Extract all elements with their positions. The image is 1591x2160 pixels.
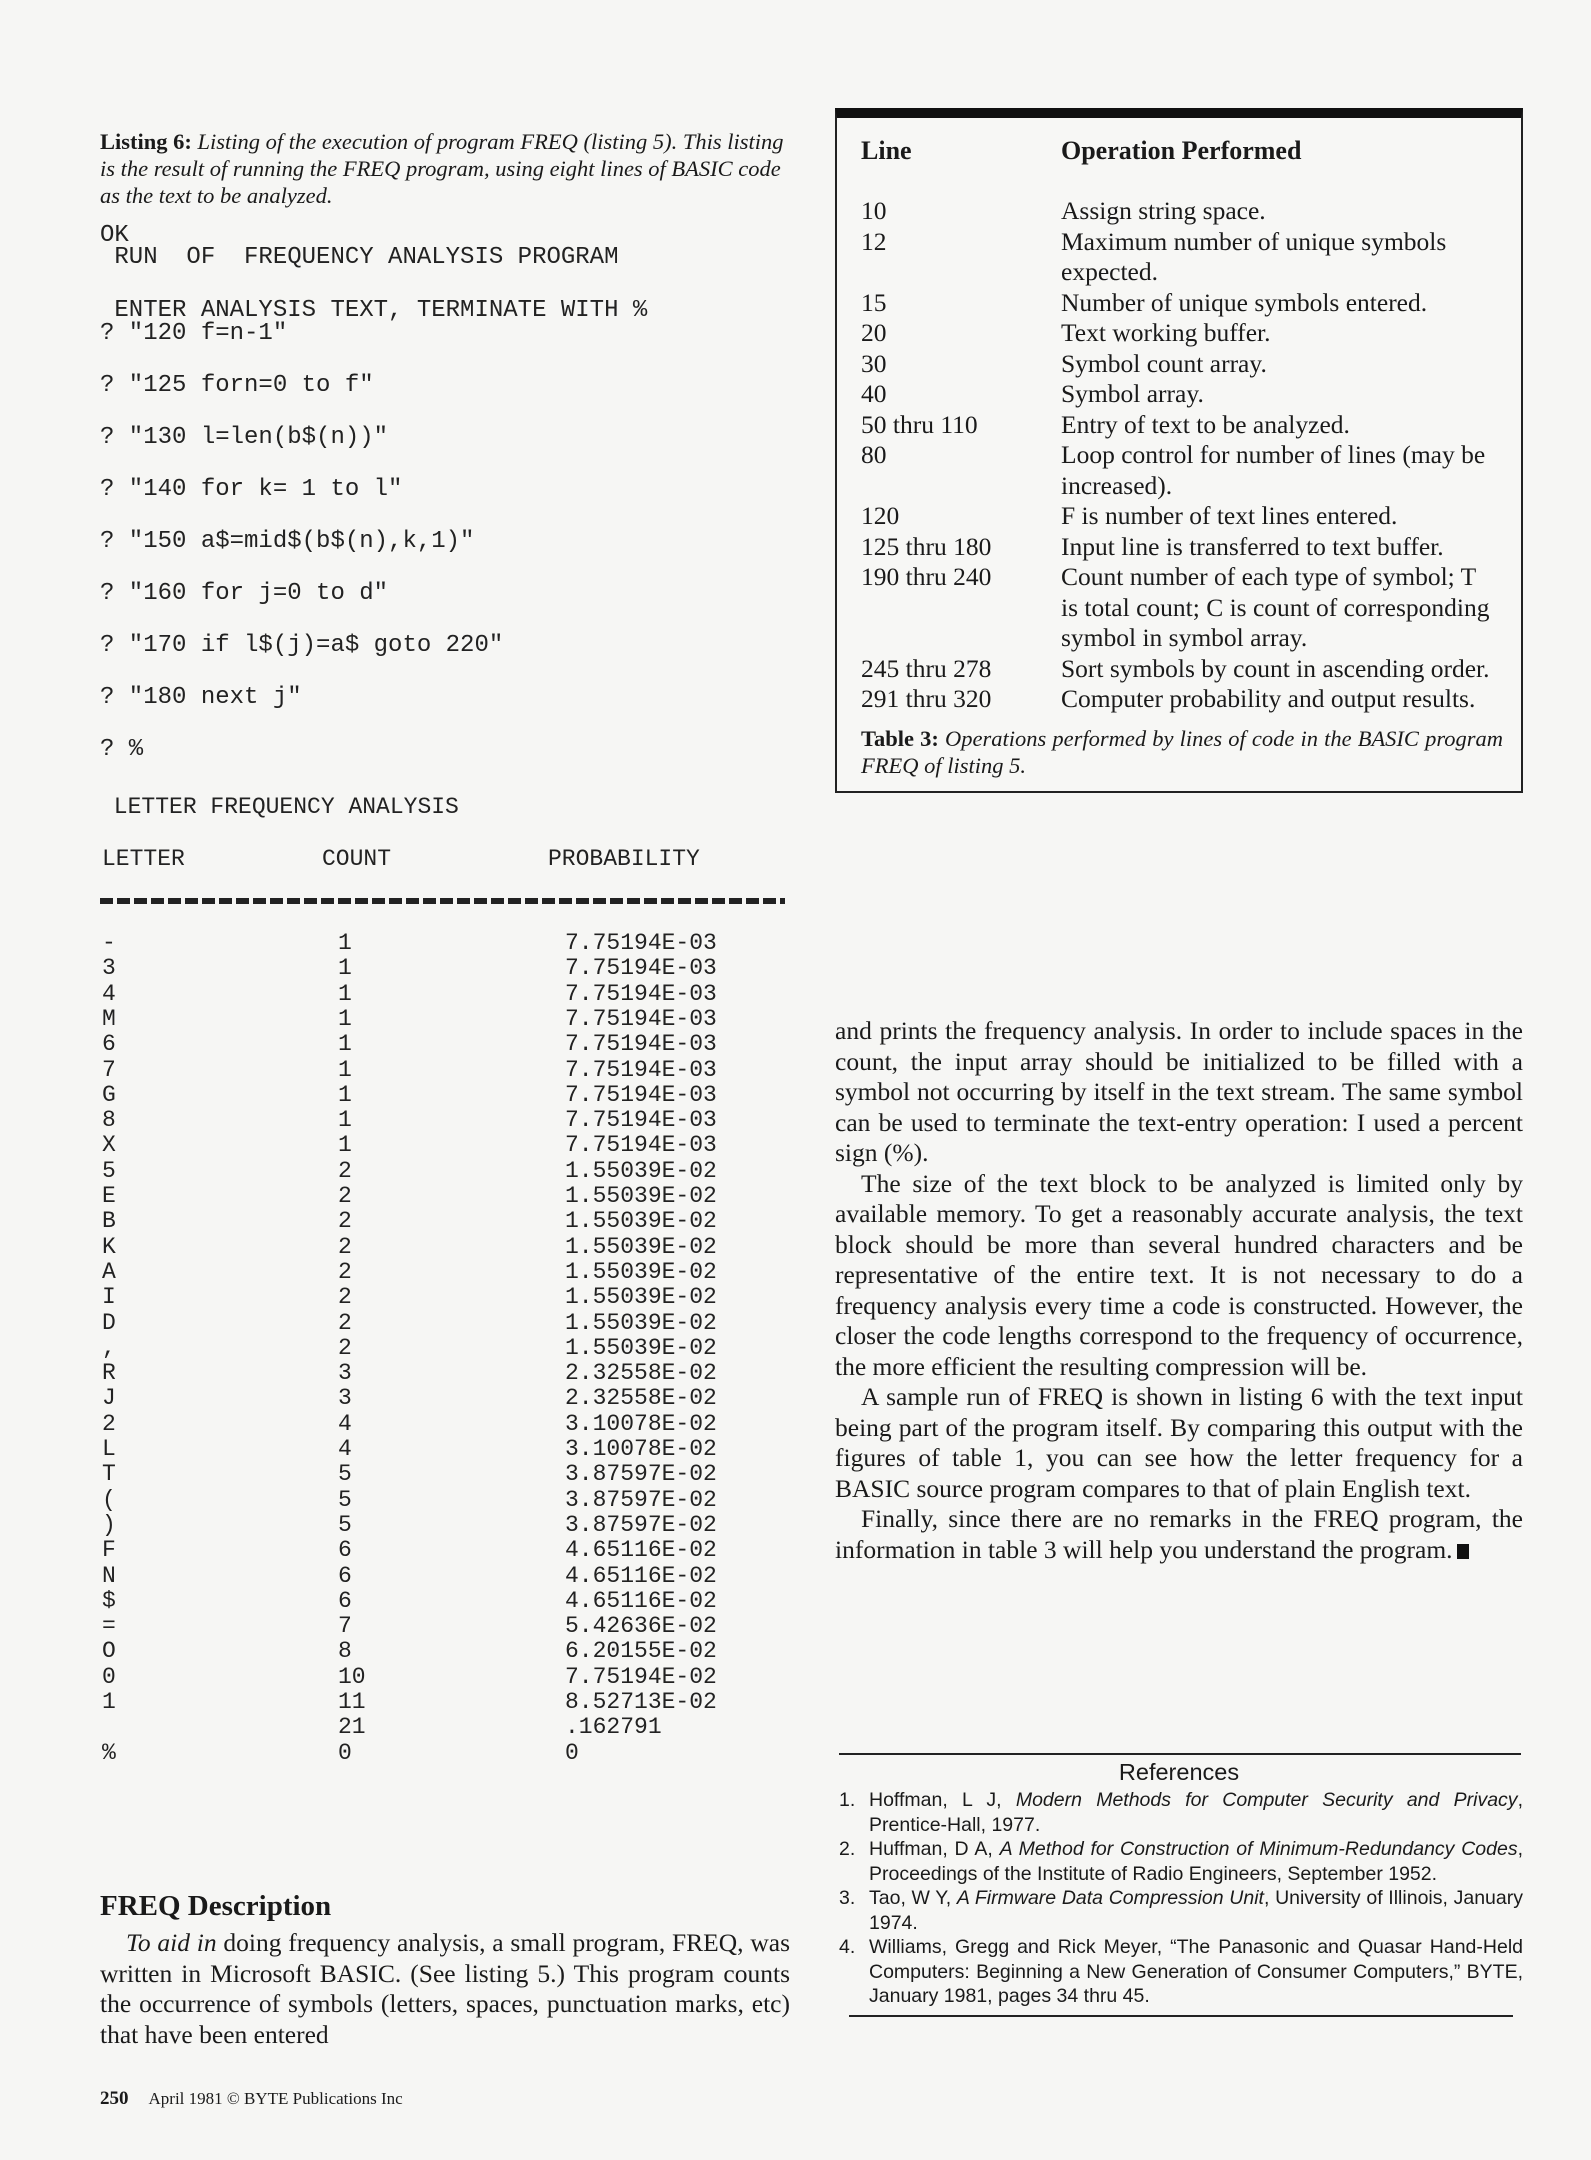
cell-probability: 1.55039E-02	[565, 1258, 717, 1285]
freq-description-italic: To aid in	[126, 1928, 217, 1957]
table-3-line-cell: 30	[861, 348, 887, 378]
table-3-header-line: Line	[861, 136, 912, 165]
cell-letter: 6	[102, 1031, 116, 1058]
table-3-line-cell: 15	[861, 287, 887, 317]
cell-probability: 1.55039E-02	[565, 1334, 717, 1361]
references-bottom-rule	[849, 2015, 1513, 2017]
table-row	[100, 1006, 790, 1032]
cell-letter: F	[102, 1537, 116, 1564]
table-3-line-cell: 10	[861, 196, 887, 225]
cell-count: 2	[338, 1309, 352, 1336]
reference-text	[869, 1935, 1523, 2009]
cell-probability: 5.42636E-02	[565, 1613, 717, 1640]
terminal-line: ? %	[100, 736, 144, 763]
table-row	[100, 1183, 790, 1209]
cell-count: 2	[338, 1258, 352, 1285]
cell-letter: A	[102, 1258, 116, 1285]
table-3-operation-cell: Loop control for number of lines (may be increased).	[1061, 440, 1486, 500]
table-3-operation-cell: Sort symbols by count in ascending order.	[1061, 653, 1490, 683]
cell-letter: R	[102, 1360, 116, 1387]
header-count: COUNT	[322, 846, 392, 872]
terminal-line: ? "170 if l$(j)=a$ goto 220"	[100, 632, 504, 659]
table-row	[100, 1310, 790, 1336]
table-3-row	[837, 562, 1521, 654]
table-row	[100, 1082, 790, 1108]
table-row	[100, 1385, 790, 1411]
analysis-header-row	[100, 846, 790, 872]
left-column	[100, 128, 790, 2049]
cell-letter: E	[102, 1183, 116, 1209]
reference-details: “The Panasonic and Quasar Hand-Held Computers: Beginning a New Generation of Consumer Computers,” BYTE, January 1981, pages 34 thru 45.	[869, 1936, 1524, 2007]
table-row	[100, 1588, 790, 1614]
cell-letter: $	[102, 1587, 116, 1614]
cell-probability: 4.65116E-02	[565, 1537, 717, 1564]
cell-count: 5	[338, 1511, 352, 1538]
cell-count: 4	[338, 1436, 352, 1462]
reference-item	[835, 1837, 1523, 1886]
reference-author: Williams, Gregg and Rick Meyer,	[869, 1936, 1171, 1958]
reference-item	[835, 1886, 1523, 1935]
references-list	[835, 1788, 1523, 2009]
cell-letter: 2	[102, 1410, 116, 1437]
cell-count: 5	[338, 1461, 352, 1488]
footer-publication: April 1981 © BYTE Publications Inc	[148, 2089, 403, 2108]
table-row	[100, 1057, 790, 1083]
table-row	[100, 1664, 790, 1690]
cell-count: 2	[338, 1334, 352, 1361]
reference-author: Tao, W Y,	[869, 1887, 957, 1909]
cell-count: 2	[338, 1183, 352, 1209]
cell-count: 2	[338, 1208, 352, 1235]
cell-probability: 1.55039E-02	[565, 1183, 717, 1209]
cell-probability: 1.55039E-02	[565, 1284, 717, 1311]
freq-description-paragraph	[100, 1928, 790, 2050]
cell-count: 10	[338, 1663, 366, 1690]
terminal-line: ? "130 l=len(b$(n))"	[100, 424, 389, 451]
cell-probability: .162791	[565, 1714, 662, 1741]
table-3-operation-cell: Maximum number of unique symbols expected.	[1061, 226, 1447, 286]
cell-letter: 0	[102, 1663, 116, 1690]
table-3-operation-cell: Input line is transferred to text buffer.	[1061, 531, 1444, 561]
analysis-title: LETTER FREQUENCY ANALYSIS	[100, 794, 459, 820]
table-row	[100, 1208, 790, 1234]
reference-author: Huffman, D A,	[869, 1838, 1000, 1860]
paragraph: A sample run of FREQ is shown in listing 6 with the text input being part of the program itself. By comparing this output with the figures of table 1, you can see how the letter frequency for a BASIC source program compares to that of plain English text.	[835, 1382, 1523, 1503]
terminal-line: OK	[100, 222, 129, 249]
table-3-line-cell: 40	[861, 379, 887, 408]
table-row	[100, 1436, 790, 1462]
table-row	[100, 1613, 790, 1639]
table-row	[100, 1031, 790, 1057]
terminal-line: ? "150 a$=mid$(b$(n),k,1)"	[100, 528, 475, 555]
terminal-line: ? "125 forn=0 to f"	[100, 372, 374, 399]
references-box	[835, 1753, 1523, 2017]
table-3-row	[837, 227, 1521, 288]
terminal-line: ? "160 for j=0 to d"	[100, 580, 389, 607]
listing-caption-label: Listing 6:	[100, 129, 192, 154]
table-3-row	[837, 654, 1521, 685]
body-text-right	[835, 1016, 1523, 1565]
cell-letter: (	[102, 1486, 116, 1513]
cell-probability: 7.75194E-03	[565, 1081, 717, 1108]
cell-letter: )	[102, 1511, 116, 1538]
cell-probability: 7.75194E-03	[565, 955, 717, 982]
table-3-caption-text: Operations performed by lines of code in the BASIC program FREQ of listing 5.	[861, 725, 1503, 778]
reference-text	[869, 1886, 1523, 1935]
table-3-row	[837, 196, 1521, 227]
cell-probability: 7.75194E-03	[565, 1005, 717, 1032]
cell-probability: 7.75194E-03	[565, 1056, 717, 1083]
cell-letter: ,	[102, 1334, 116, 1361]
cell-count: 1	[338, 1107, 352, 1134]
cell-letter: N	[102, 1562, 116, 1589]
cell-probability: 2.32558E-02	[565, 1385, 717, 1412]
table-3-row	[837, 318, 1521, 349]
cell-count: 6	[338, 1587, 352, 1614]
reference-number: 3.	[839, 1887, 856, 1909]
table-row	[100, 1360, 790, 1386]
table-row	[100, 1132, 790, 1158]
cell-probability: 3.87597E-02	[565, 1461, 717, 1488]
table-3-operation-cell: Symbol array.	[1061, 379, 1204, 408]
cell-count: 1	[338, 930, 352, 956]
paragraph-final-text: Finally, since there are no remarks in the FREQ program, the information in table 3 will help you understand the program.	[835, 1504, 1523, 1564]
table-row	[100, 1537, 790, 1563]
table-3-line-cell: 50 thru 110	[861, 409, 978, 439]
table-3-row	[837, 349, 1521, 380]
table-3-operation-cell: Text working buffer.	[1061, 318, 1271, 347]
cell-probability: 7.75194E-03	[565, 1132, 717, 1159]
table-row	[100, 981, 790, 1007]
cell-count: 1	[338, 1031, 352, 1058]
table-row	[100, 1234, 790, 1260]
table-3-line-cell: 20	[861, 318, 887, 347]
table-3-line-cell: 120	[861, 501, 900, 530]
header-letter: LETTER	[102, 846, 185, 872]
references-top-rule	[839, 1753, 1521, 1755]
table-3-row	[837, 532, 1521, 563]
cell-probability: 7.75194E-03	[565, 980, 717, 1007]
table-3-operation-cell: Count number of each type of symbol; T is total count; C is count of corresponding symbol in symbol array.	[1061, 562, 1490, 652]
cell-probability: 1.55039E-02	[565, 1233, 717, 1260]
terminal-listing	[100, 223, 790, 783]
table-row	[100, 1638, 790, 1664]
cell-letter: X	[102, 1132, 116, 1159]
cell-count: 5	[338, 1486, 352, 1513]
cell-letter: I	[102, 1284, 116, 1311]
table-row	[100, 1284, 790, 1310]
cell-count: 1	[338, 1132, 352, 1159]
cell-letter: M	[102, 1005, 116, 1032]
cell-letter: 4	[102, 980, 116, 1007]
cell-count: 2	[338, 1284, 352, 1311]
cell-probability: 1.55039E-02	[565, 1309, 717, 1336]
cell-letter: 8	[102, 1107, 116, 1134]
table-3-operation-cell: Entry of text to be analyzed.	[1061, 409, 1350, 439]
reference-details: , Prentice-Hall, 1977.	[869, 1789, 1523, 1836]
table-3-row	[837, 501, 1521, 532]
cell-probability: 3.10078E-02	[565, 1436, 717, 1462]
cell-probability: 3.87597E-02	[565, 1486, 717, 1513]
table-3-operation-cell: Assign string space.	[1061, 196, 1266, 225]
table-3-line-cell: 190 thru 240	[861, 562, 992, 591]
freq-description-text: doing frequency analysis, a small program, FREQ, was written in Microsoft BASIC. (See listing 5.) This program counts the occurrence of symbols (letters, spaces, punctuation marks, etc) that have been entered	[100, 1928, 790, 2049]
table-3-line-cell: 245 thru 278	[861, 653, 992, 683]
cell-count: 8	[338, 1638, 352, 1665]
cell-probability: 4.65116E-02	[565, 1562, 717, 1589]
cell-count: 1	[338, 1056, 352, 1083]
header-probability: PROBABILITY	[548, 846, 700, 872]
table-3-operation-cell: Symbol count array.	[1061, 348, 1267, 378]
table-3-row	[837, 440, 1521, 501]
reference-number: 2.	[839, 1838, 856, 1860]
cell-probability: 2.32558E-02	[565, 1360, 717, 1387]
page-footer	[100, 2088, 403, 2110]
reference-author: Hoffman, L J,	[869, 1789, 1016, 1811]
terminal-line: ? "180 next j"	[100, 684, 302, 711]
reference-details: , University of Illinois, January 1974.	[869, 1887, 1523, 1934]
cell-letter: G	[102, 1081, 116, 1108]
cell-count: 1	[338, 1005, 352, 1032]
table-3-row	[837, 684, 1521, 715]
freq-description-heading: FREQ Description	[100, 1890, 332, 1922]
cell-count: 6	[338, 1537, 352, 1564]
table-3-line-cell: 12	[861, 226, 887, 256]
table-row	[100, 1714, 790, 1740]
table-3-line-cell: 291 thru 320	[861, 684, 992, 713]
cell-count: 1	[338, 955, 352, 982]
cell-letter: -	[102, 930, 116, 956]
table-3-header	[837, 136, 1521, 166]
cell-letter: 1	[102, 1689, 116, 1715]
reference-number: 4.	[839, 1936, 856, 1958]
cell-letter: O	[102, 1638, 116, 1665]
cell-probability: 8.52713E-02	[565, 1689, 717, 1715]
table-row	[100, 1158, 790, 1184]
cell-letter: 7	[102, 1056, 116, 1083]
cell-count: 2	[338, 1233, 352, 1260]
cell-letter: K	[102, 1233, 116, 1260]
table-3-line-cell: 125 thru 180	[861, 531, 992, 561]
cell-letter: 5	[102, 1157, 116, 1184]
table-3-caption-label: Table 3:	[861, 725, 939, 751]
cell-probability: 0	[565, 1739, 579, 1766]
table-row	[100, 1740, 790, 1766]
table-3-row	[837, 379, 1521, 410]
cell-letter	[102, 1714, 116, 1740]
page-number: 250	[100, 2088, 129, 2109]
reference-details: , Proceedings of the Institute of Radio Engineers, September 1952.	[869, 1838, 1524, 1885]
terminal-line: ? "120 f=n-1"	[100, 320, 288, 347]
reference-item	[835, 1788, 1523, 1837]
table-row	[100, 1512, 790, 1538]
reference-text	[869, 1788, 1523, 1837]
cell-letter: %	[102, 1739, 116, 1766]
reference-title: Modern Methods for Computer Security and Privacy	[1015, 1789, 1518, 1811]
reference-item	[835, 1935, 1523, 2009]
cell-probability: 1.55039E-02	[565, 1208, 717, 1235]
table-3-row	[837, 410, 1521, 441]
table-row	[100, 1689, 790, 1715]
cell-count: 11	[338, 1689, 366, 1715]
table-3	[835, 108, 1523, 793]
table-row	[100, 1107, 790, 1133]
right-column	[835, 108, 1524, 2007]
cell-letter: 3	[102, 955, 116, 982]
dashed-divider	[100, 898, 785, 904]
table-row	[100, 930, 790, 956]
reference-title: A Method for Construction of Minimum-Redundancy Codes	[999, 1838, 1518, 1860]
cell-probability: 7.75194E-03	[565, 1031, 717, 1058]
table-3-header-operation: Operation Performed	[1061, 136, 1302, 165]
cell-count: 6	[338, 1562, 352, 1589]
terminal-line: ENTER ANALYSIS TEXT, TERMINATE WITH %	[100, 297, 648, 324]
table-row	[100, 1563, 790, 1589]
cell-count: 3	[338, 1385, 352, 1412]
references-title: References	[1118, 1759, 1240, 1785]
cell-count: 7	[338, 1613, 352, 1640]
reference-text	[869, 1837, 1523, 1886]
table-row	[100, 1259, 790, 1285]
cell-count: 1	[338, 1081, 352, 1108]
table-3-caption	[837, 715, 1521, 779]
table-row	[100, 955, 790, 981]
cell-probability: 7.75194E-03	[565, 1107, 717, 1134]
paragraph: and prints the frequency analysis. In order to include spaces in the count, the input array should be initialized to be filled with a symbol not occurring by itself in the text stream. The same symbol can be used to terminate the text-entry operation: I used a percent sign (%).	[835, 1016, 1523, 1167]
cell-letter: J	[102, 1385, 116, 1412]
cell-count: 4	[338, 1410, 352, 1437]
cell-count: 0	[338, 1739, 352, 1766]
cell-probability: 3.87597E-02	[565, 1511, 717, 1538]
listing-caption	[100, 128, 790, 209]
paragraph: The size of the text block to be analyzed is limited only by available memory. To get a reasonably accurate analysis, the text block should be more than several hundred characters and be representative of the entire text. It is not necessary to do a frequency analysis every time a code is constructed. However, the closer the code lengths correspond to the frequency of occurrence, the more efficient the resulting compression will be.	[835, 1168, 1523, 1381]
table-row	[100, 1487, 790, 1513]
cell-letter: B	[102, 1208, 116, 1235]
table-3-line-cell: 80	[861, 440, 887, 469]
table-3-row	[837, 288, 1521, 319]
cell-probability: 3.10078E-02	[565, 1410, 717, 1437]
reference-title: A Firmware Data Compression Unit	[956, 1887, 1264, 1909]
cell-probability: 7.75194E-02	[565, 1663, 717, 1690]
cell-letter: D	[102, 1309, 116, 1336]
paragraph-final	[835, 1504, 1523, 1565]
table-3-operation-cell: Number of unique symbols entered.	[1061, 287, 1428, 317]
table-row	[100, 1411, 790, 1437]
frequency-table	[100, 930, 790, 1800]
cell-probability: 6.20155E-02	[565, 1638, 717, 1665]
cell-count: 2	[338, 1157, 352, 1184]
table-3-operation-cell: Computer probability and output results.	[1061, 684, 1476, 713]
cell-letter: =	[102, 1613, 116, 1640]
cell-count: 1	[338, 980, 352, 1007]
terminal-line: ? "140 for k= 1 to l"	[100, 476, 403, 503]
end-of-article-icon	[1457, 1544, 1469, 1559]
table-3-body	[837, 196, 1521, 715]
table-3-operation-cell: F is number of text lines entered.	[1061, 501, 1398, 530]
cell-probability: 4.65116E-02	[565, 1587, 717, 1614]
cell-count: 21	[338, 1714, 366, 1741]
reference-number: 1.	[839, 1789, 856, 1811]
listing-caption-text: Listing of the execution of program FREQ (listing 5). This listing is the result of running the FREQ program, using eight lines of BASIC code as the text to be analyzed.	[100, 129, 784, 208]
cell-count: 3	[338, 1360, 352, 1387]
terminal-line: RUN OF FREQUENCY ANALYSIS PROGRAM	[100, 244, 619, 271]
cell-probability: 7.75194E-03	[565, 930, 717, 956]
cell-letter: T	[102, 1461, 116, 1488]
cell-letter: L	[102, 1436, 116, 1462]
table-row	[100, 1461, 790, 1487]
table-row	[100, 1335, 790, 1361]
cell-probability: 1.55039E-02	[565, 1157, 717, 1184]
